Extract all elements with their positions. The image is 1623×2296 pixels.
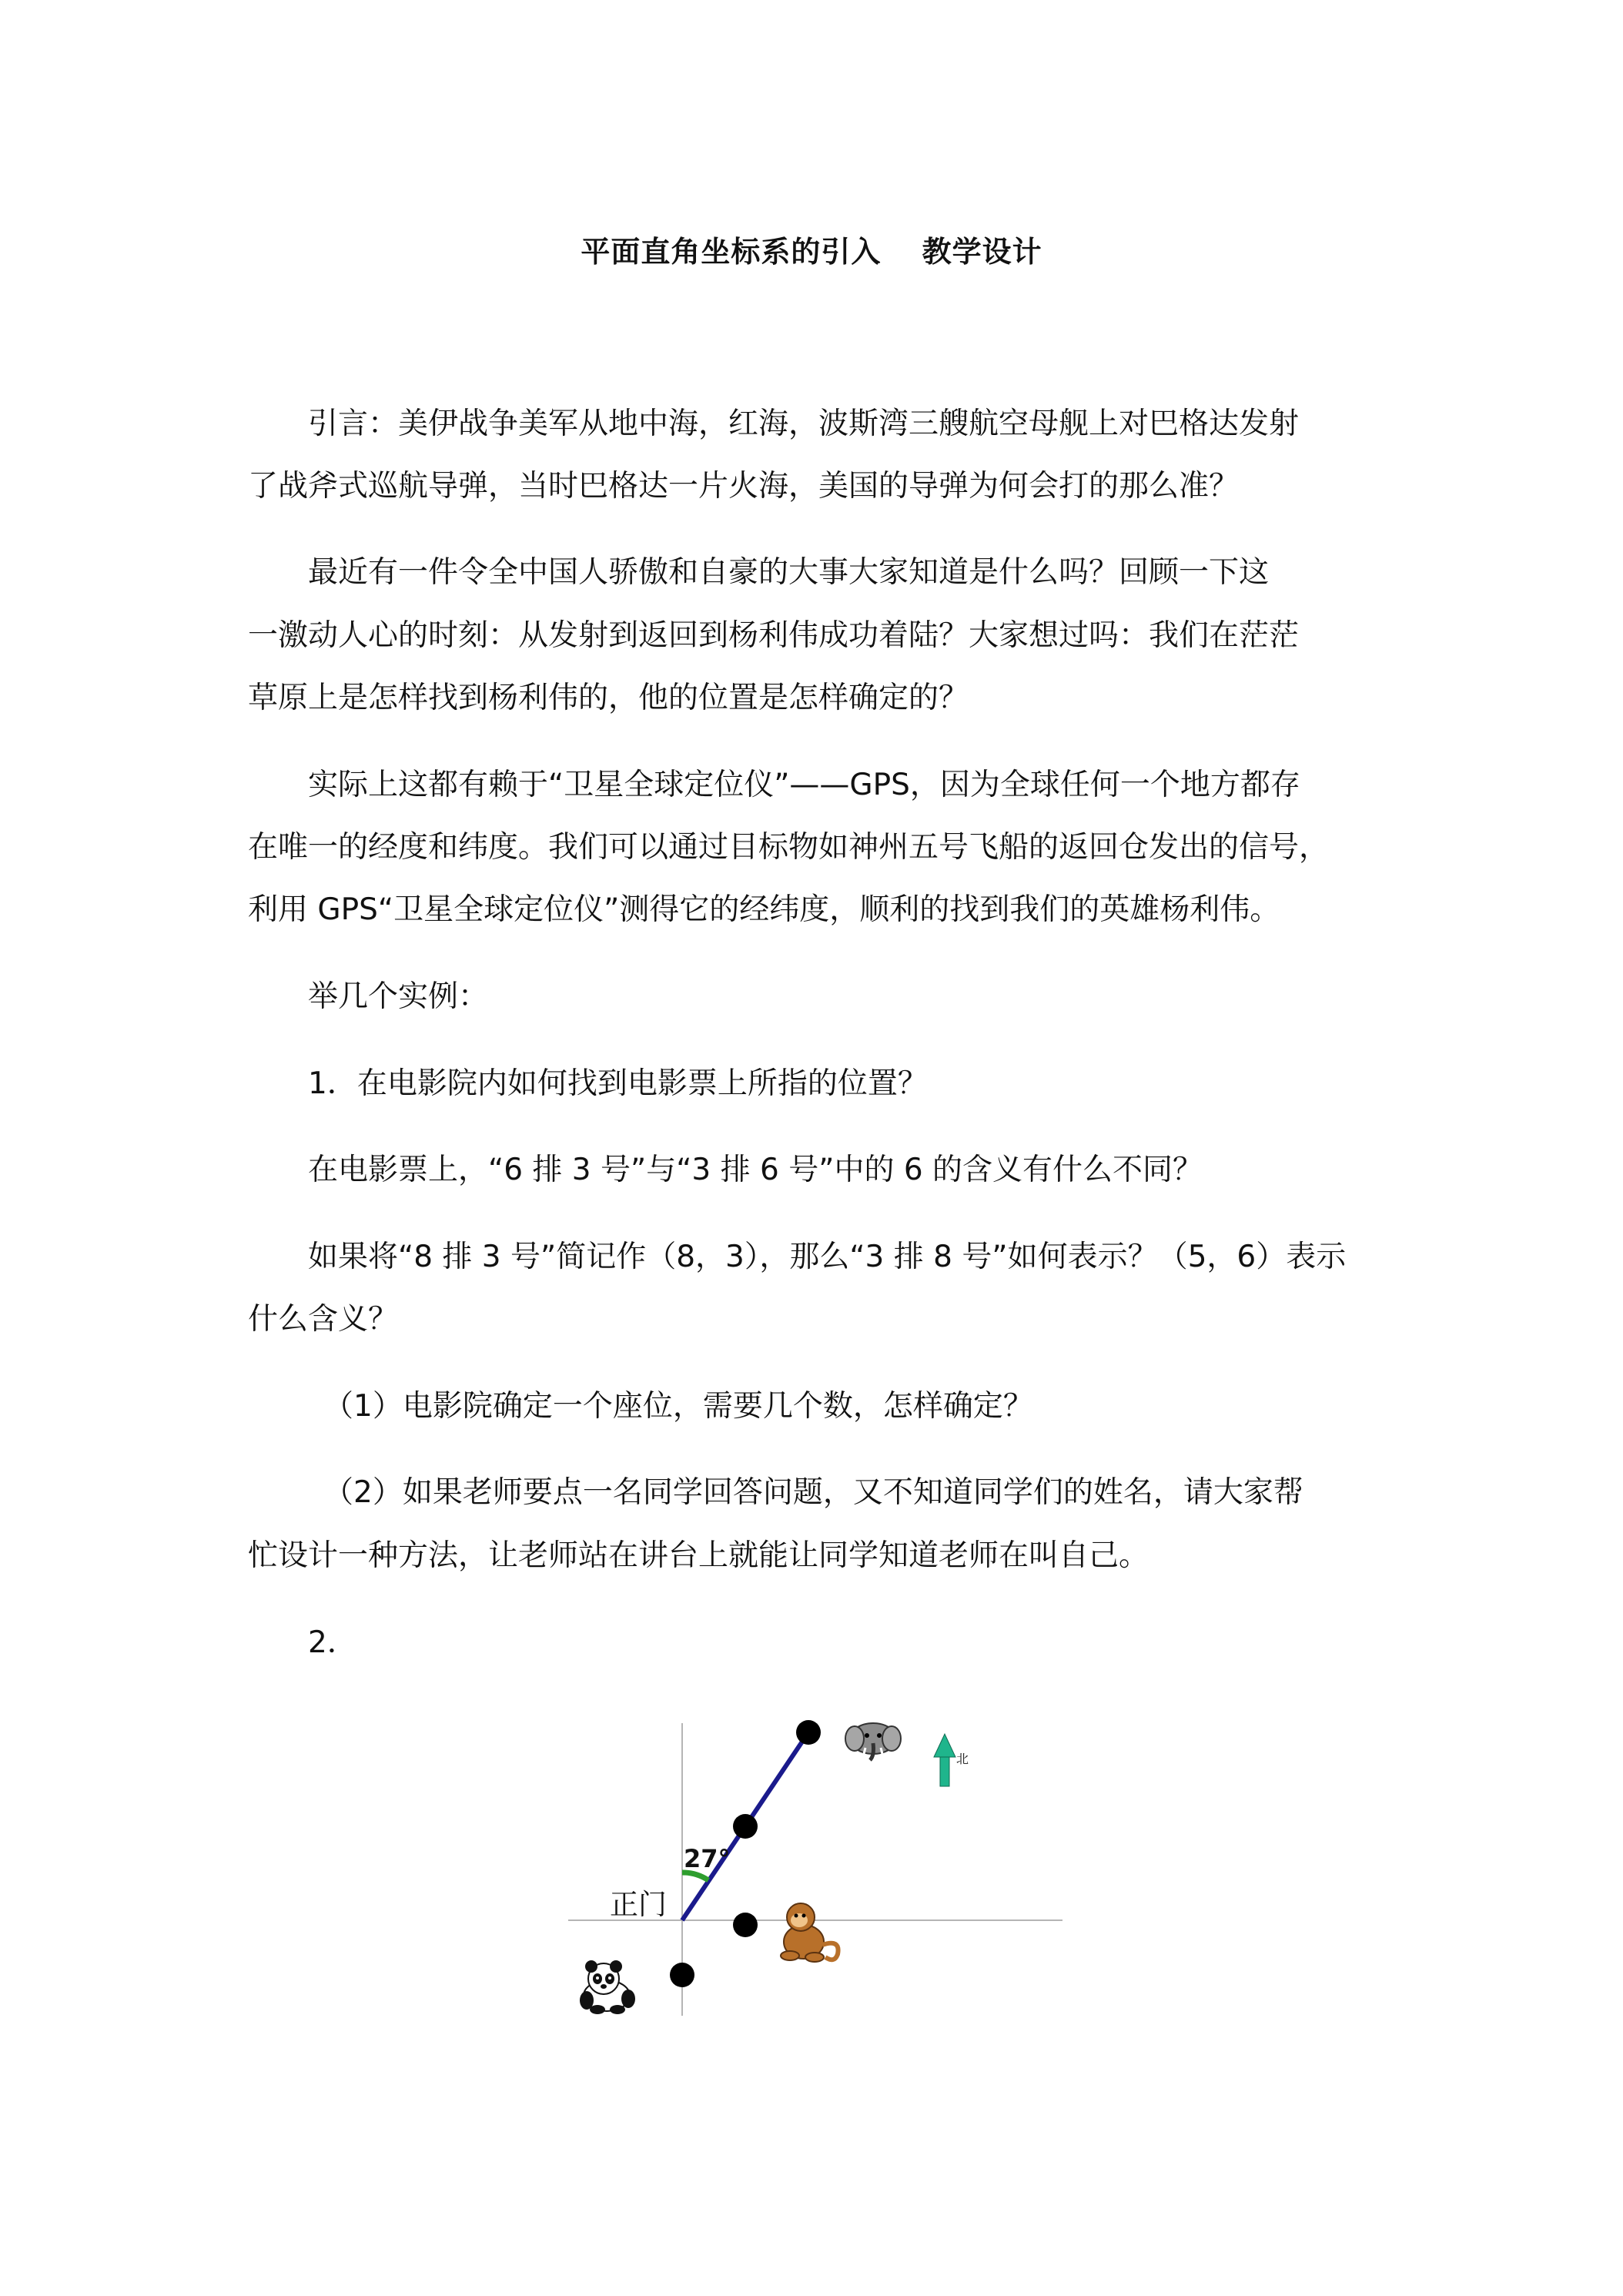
para2-line-3: 草原上是怎样找到杨利伟的，他的位置是怎样确定的？: [248, 681, 969, 715]
sub-question-2-line-1: （2）如果老师要点一名同学回答问题，又不知道同学们的姓名，请大家帮: [323, 1475, 1303, 1510]
para3-line-1: 实际上这都有赖于“卫星全球定位仪”——GPS，因为全球任何一个地方都存: [308, 768, 1300, 802]
origin-label: 正门: [610, 1888, 667, 1921]
point-elephant: [796, 1720, 821, 1745]
para2-line-1: 最近有一件令全中国人骄傲和自豪的大事大家知道是什么吗？回顾一下这: [308, 555, 1270, 590]
examples-heading: 举几个实例：: [308, 979, 489, 1014]
question-1: 1．在电影院内如何找到电影票上所指的位置？: [308, 1066, 928, 1101]
para3-line-2: 在唯一的经度和纬度。我们可以通过目标物如神州五号飞船的返回仓发出的信号，: [248, 830, 1330, 865]
elephant-icon: [845, 1723, 901, 1760]
sub-question-1: （1）电影院确定一个座位，需要几个数，怎样确定？: [323, 1389, 1033, 1424]
panda-icon: [580, 1960, 635, 2014]
sub-question-2-line-2: 忙设计一种方法，让老师站在讲台上就能让同学知道老师在叫自己。: [248, 1538, 1149, 1573]
angle-label: 27°: [684, 1844, 731, 1873]
point-panda: [670, 1963, 694, 1987]
question-1-detail: 在电影票上，“6 排 3 号”与“3 排 6 号”中的 6 的含义有什么不同？: [308, 1153, 1203, 1187]
question-2: 2．: [308, 1625, 357, 1660]
question-1-pair-line-1: 如果将“8 排 3 号”简记作（8，3），那么“3 排 8 号”如何表示？（5，6）表示: [308, 1240, 1347, 1274]
para2-line-2: 一激动人心的时刻：从发射到返回到杨利伟成功着陆？大家想过吗：我们在茫茫: [248, 618, 1300, 653]
page-title: 平面直角坐标系的引入 教学设计: [581, 235, 1042, 269]
intro-line-1: 引言：美伊战争美军从地中海，红海，波斯湾三艘航空母舰上对巴格达发射: [308, 407, 1300, 441]
intro-line-2: 了战斧式巡航导弹，当时巴格达一片火海，美国的导弹为何会打的那么准？: [248, 469, 1240, 504]
monkey-icon: [781, 1903, 838, 1962]
point-middle: [733, 1814, 758, 1839]
north-arrow-icon: [934, 1734, 955, 1786]
question-1-pair-line-2: 什么含义？: [248, 1302, 399, 1337]
point-monkey: [733, 1913, 758, 1937]
north-label: 北: [956, 1752, 969, 1766]
para3-line-3: 利用 GPS“卫星全球定位仪”测得它的经纬度，顺利的找到我们的英雄杨利伟。: [248, 892, 1280, 927]
angle-arc: [682, 1873, 708, 1880]
